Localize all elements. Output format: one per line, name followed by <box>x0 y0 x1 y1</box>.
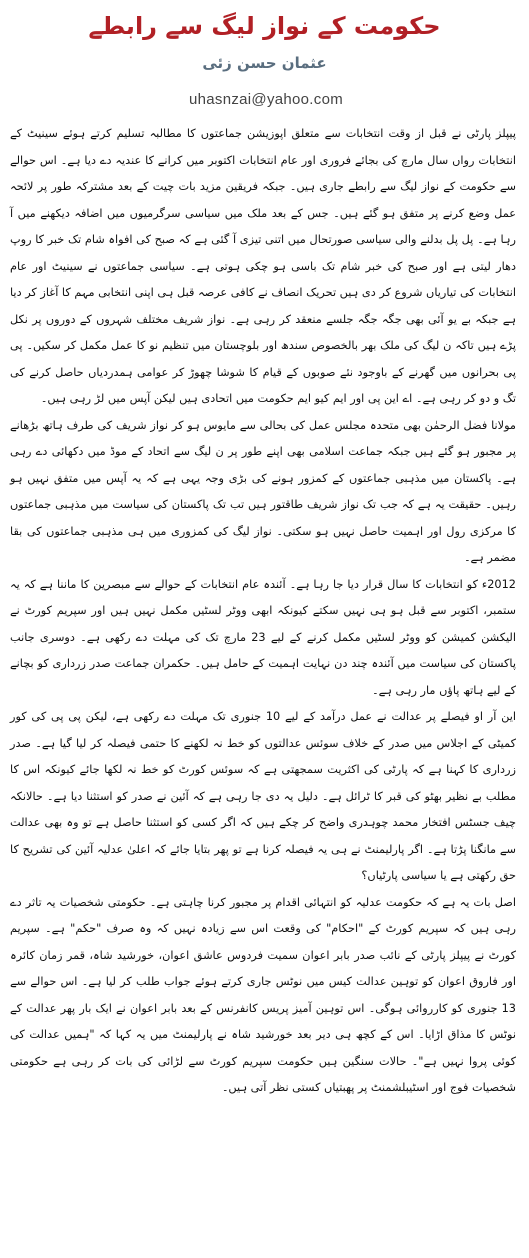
article-body <box>10 121 516 1102</box>
paragraph: اصل بات یہ ہے کہ حکومت عدلیہ کو انتہائی اقدام پر مجبور کرنا چاہتی ہے۔ حکومتی شخصیات یہ تاثر دے رہی ہیں کہ سپریم کورٹ کے "احکام" کی وقعت اس سے زیادہ نہیں کہ وہ صرف "حکم" ہے۔ سپریم کورٹ نے پیپلز پارٹی کے نائب صدر بابر اعوان سمیت فردوس عاشق اعوان، خورشید شاہ، قمر زمان کائرہ اور فاروق اعوان کو توہین عدالت کیس میں نوٹس جاری کرتے ہوئے جواب طلب کر لیا ہے۔ اس حوالے سے 13 جنوری کو کارروائی ہوگی۔ اس توہین آمیز پریس کانفرنس کے بعد بابر اعوان نے ایک بار پھر عدالت کے نوٹس کا مذاق اڑایا۔ اس کے کچھ ہی دیر بعد خورشید شاہ نے پارلیمنٹ میں یہ کہا کہ "ہمیں عدالت کی کوئی پروا نہیں ہے"۔ حالات سنگین ہیں حکومت سپریم کورٹ سے لڑائی کی بات کر رہی ہے حکومتی شخصیات فوج اور اسٹیبلشمنٹ پر پھبتیاں کستی نظر آتی ہیں۔ <box>10 895 516 1094</box>
article-title: حکومت کے نواز لیگ سے رابطے <box>88 12 441 40</box>
paragraph: مولانا فضل الرحمٰن بھی متحدہ مجلس عمل کی بحالی سے مایوس ہو کر نواز شریف کی طرف ہاتھ بڑھانے پر مجبور ہو گئے ہیں جبکہ جماعت اسلامی بھی اپنے طور پر ن لیگ سے اتحاد کے موڈ میں دکھائی دے رہی ہے۔ پاکستان میں مذہبی جماعتوں کے کمزور ہونے کی بڑی وجہ یہی ہے کہ یہ آپس میں متفق نہیں ہو رہیں۔ حقیقت یہ ہے کہ جب تک نواز شریف طاقتور ہیں تب تک پاکستان کی سیاست میں مذہبی جماعتوں کا مرکزی رول اور اہمیت حاصل نہیں ہو سکتی۔ نواز لیگ کی کمزوری میں ہی مذہبی جماعتوں کی بقا مضمر ہے۔ <box>10 418 516 564</box>
author-name: عثمان حسن زئی <box>202 54 327 72</box>
paragraph: این آر او فیصلے پر عدالت نے عمل درآمد کے لیے 10 جنوری تک مہلت دے رکھی ہے، لیکن پی پی کی کور کمیٹی کے اجلاس میں صدر کے خلاف سوئس عدالتوں کو خط نہ لکھنے کا حتمی فیصلہ کر لیا گیا ہے۔ صدر زرداری کا کہنا ہے کہ پارٹی کی اکثریت سمجھتی ہے کہ سوئس کورٹ کو خط نہ لکھا جائے کیونکہ اس کا مطلب بے نظیر بھٹو کی قبر کا ٹرائل ہے۔ دلیل یہ دی جا رہی ہے کہ آئین نے صدر کو استثنا دیا ہے۔ حالانکہ چیف جسٹس افتخار محمد چوہدری واضح کر چکے ہیں کہ اگر کسی کو استثنا حاصل ہے تو وہ بھی عدالت سے مانگنا پڑتا ہے۔ اگر پارلیمنٹ نے ہی یہ فیصلہ کرنا ہے تو پھر بتایا جائے کہ اعلیٰ عدلیہ آئین کی تشریح کا حق رکھتی ہے یا سیاسی پارٹیاں؟ <box>10 710 516 882</box>
paragraph: پیپلز پارٹی نے قبل از وقت انتخابات سے متعلق اپوزیشن جماعتوں کا مطالبہ تسلیم کرتے ہوئے سینیٹ کے انتخابات رواں سال مارچ کی بجائے فروری اور عام انتخابات اکتوبر میں کرانے کا عندیہ دے دیا ہے۔ اس حوالے سے حکومت کے نواز لیگ سے رابطے جاری ہیں۔ جبکہ فریقین مزید بات چیت کے بعد مشترکہ طور پر لائحہ عمل وضع کرنے پر متفق ہو گئے ہیں۔ جس کے بعد ملک میں سیاسی سرگرمیوں میں اضافہ دیکھنے میں آ رہا ہے۔ پل پل بدلنے والی سیاسی صورتحال میں اتنی تیزی آ گئی ہے کہ صبح کی افواہ شام تک خبر کا روپ دھار لیتی ہے اور صبح کی خبر شام تک باسی ہو چکی ہوتی ہے۔ سیاسی جماعتوں نے سینیٹ اور عام انتخابات کی تیاریاں شروع کر دی ہیں تحریک انصاف نے کافی عرصہ قبل ہی اپنی انتخابی مہم کا آغاز کر دیا ہے جبکہ بے یو آئی بھی جگہ جگہ جلسے منعقد کر رہی ہے۔ نواز شریف مختلف شہروں کے دوروں پر نکل پڑے ہیں تاکہ ن لیگ کی ملک بھر بالخصوص سندھ اور بلوچستان میں تنظیم نو کا عمل مکمل کر سکیں۔ پی پی بحرانوں میں گھرنے کے باوجود نئے صوبوں کے قیام کا شوشا چھوڑ کر عوامی ہمدردیاں حاصل کرنے کی تگ و دو کر رہی ہے۔ اے این پی اور ایم کیو ایم حکومت میں اتحادی ہیں لیکن آپس میں لڑ رہی ہیں۔ <box>9 127 516 405</box>
paragraph: 2012ء کو انتخابات کا سال قرار دیا جا رہا ہے۔ آئندہ عام انتخابات کے حوالے سے مبصرین کا ماننا ہے کہ یہ ستمبر، اکتوبر سے قبل ہو ہی نہیں سکتے کیونکہ ابھی ووٹر لسٹیں مکمل نہیں ہیں اور سپریم کورٹ نے الیکشن کمیشن کو ووٹر لسٹیں مکمل کرنے کے لیے 23 مارچ تک کی مہلت دے رکھی ہے۔ دوسری جانب پاکستان کی سیاست میں آئندہ چند دن نہایت اہمیت کے حامل ہیں۔ حکمران جماعت صدر زرداری کو بچانے کے لیے ہاتھ پاؤں مار رہی ہے۔ <box>10 577 516 697</box>
author-email: uhasnzai@yahoo.com <box>188 91 344 108</box>
